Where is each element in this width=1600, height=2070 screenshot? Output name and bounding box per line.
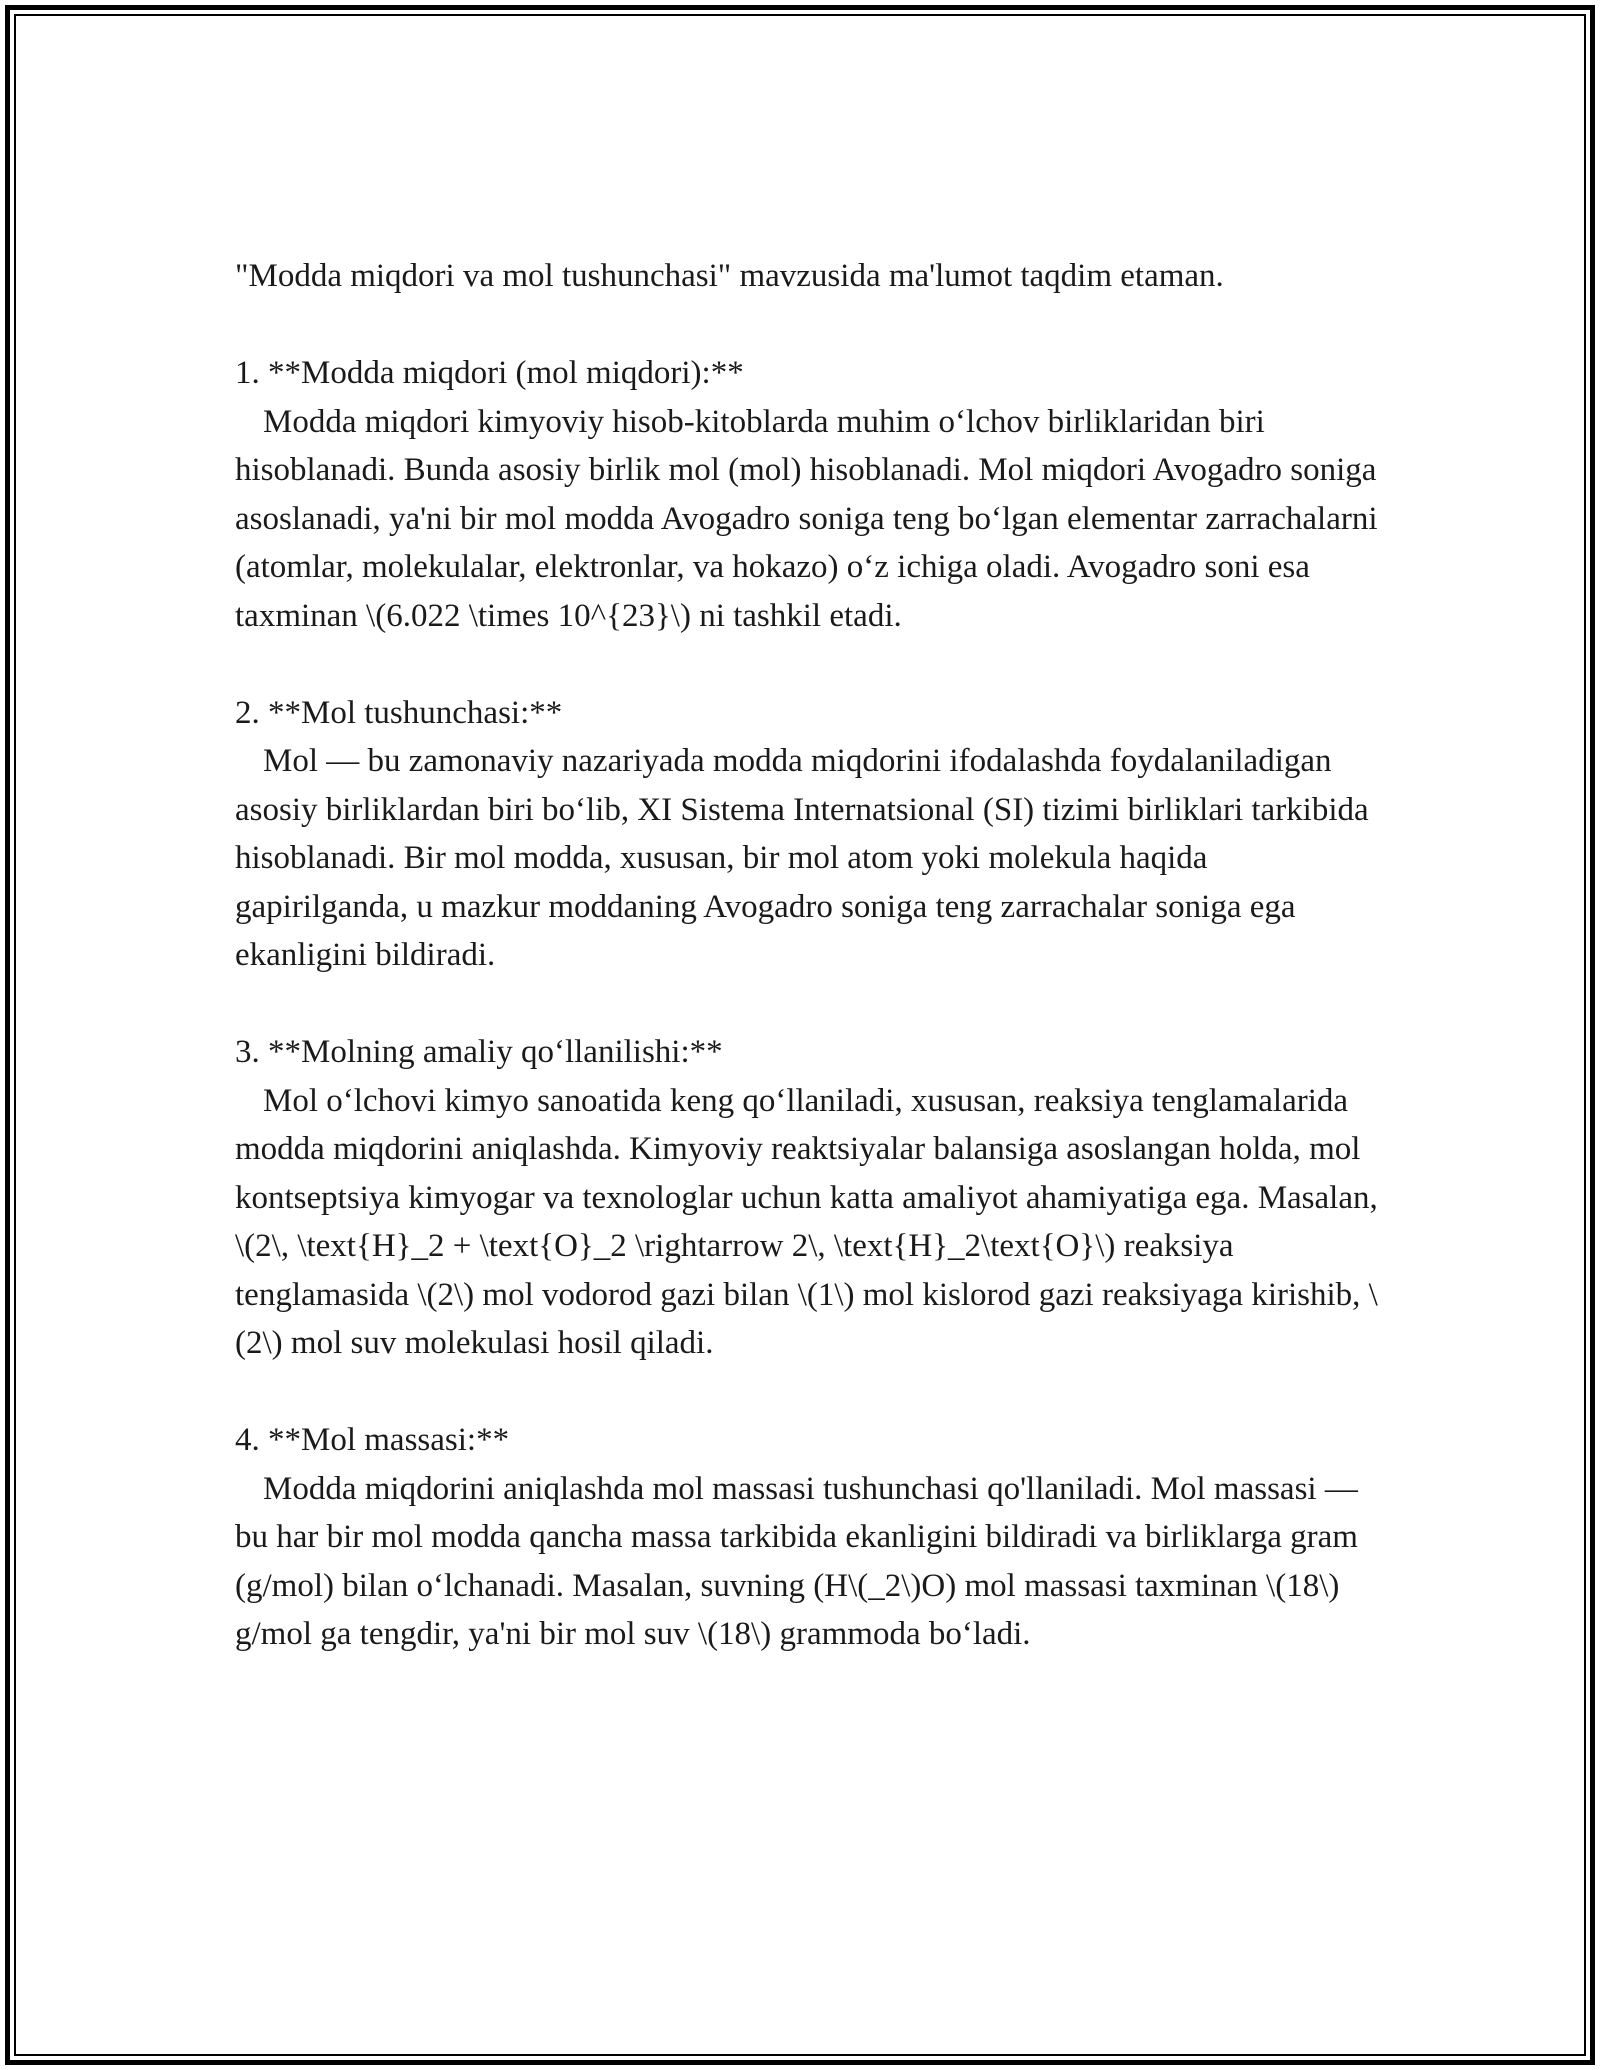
section-mol-tushunchasi xyxy=(235,689,1385,980)
document-body xyxy=(235,252,1385,1659)
section-body: Modda miqdori kimyoviy hisob-kitoblarda muhim oʻlchov birliklaridan biri hisoblanadi. Bunda asosiy birlik mol (mol) hisoblanadi. Mol miqdori Avogadro soniga asoslanadi, ya'ni bir mol modda Avogadro soniga teng boʻlgan elementar zarrachalarni (atomlar, molekulalar, elektronlar, va hokazo) oʻz ichiga oladi. Avogadro soni esa taxminan \(6.022 \times 10^{23}\) ni tashkil etadi. xyxy=(235,403,1378,634)
section-body: Mol oʻlchovi kimyo sanoatida keng qoʻllaniladi, xususan, reaksiya tenglamalarida modda miqdorini aniqlashda. Kimyoviy reaktsiyalar balansiga asoslangan holda, mol kontseptsiya kimyogar va texnologlar uchun katta amaliyot ahamiyatiga ega. Masalan, \(2\, \text{H}_2 + \text{O}_2 \rightarrow 2\, \text{H}_2\text{O}\) reaksiya tenglamasida \(2\) mol vodorod gazi bilan \(1\) mol kislorod gazi reaksiyaga kirishib, \(2\) mol suv molekulasi hosil qiladi. xyxy=(235,1082,1378,1361)
section-mol-massasi xyxy=(235,1416,1385,1659)
section-modda-miqdori xyxy=(235,349,1385,640)
section-amaliy-qollanilishi xyxy=(235,1028,1385,1368)
section-body: Mol — bu zamonaviy nazariyada modda miqdorini ifodalashda foydalaniladigan asosiy birliklardan biri boʻlib, XI Sistema Internatsional (SI) tizimi birliklari tarkibida hisoblanadi. Bir mol modda, xususan, bir mol atom yoki molekula haqida gapirilganda, u mazkur moddaning Avogadro soniga teng zarrachalar soniga ega ekanligini bildiradi. xyxy=(235,743,1369,973)
section-heading: 3. **Molning amaliy qoʻllanilishi:** xyxy=(235,1034,723,1070)
intro-paragraph: "Modda miqdori va mol tushunchasi" mavzusida ma'lumot taqdim etaman. xyxy=(235,258,1224,294)
section-heading: 4. **Mol massasi:** xyxy=(235,1422,510,1458)
section-body: Modda miqdorini aniqlashda mol massasi tushunchasi qo'llaniladi. Mol massasi — bu har bir mol modda qancha massa tarkibida ekanligini bildiradi va birliklarga gram (g/mol) bilan oʻlchanadi. Masalan, suvning (H\(_2\)O) mol massasi taxminan \(18\) g/mol ga tengdir, ya'ni bir mol suv \(18\) grammoda boʻladi. xyxy=(235,1470,1358,1652)
section-heading: 1. **Modda miqdori (mol miqdori):** xyxy=(235,355,744,391)
section-heading: 2. **Mol tushunchasi:** xyxy=(235,694,563,731)
